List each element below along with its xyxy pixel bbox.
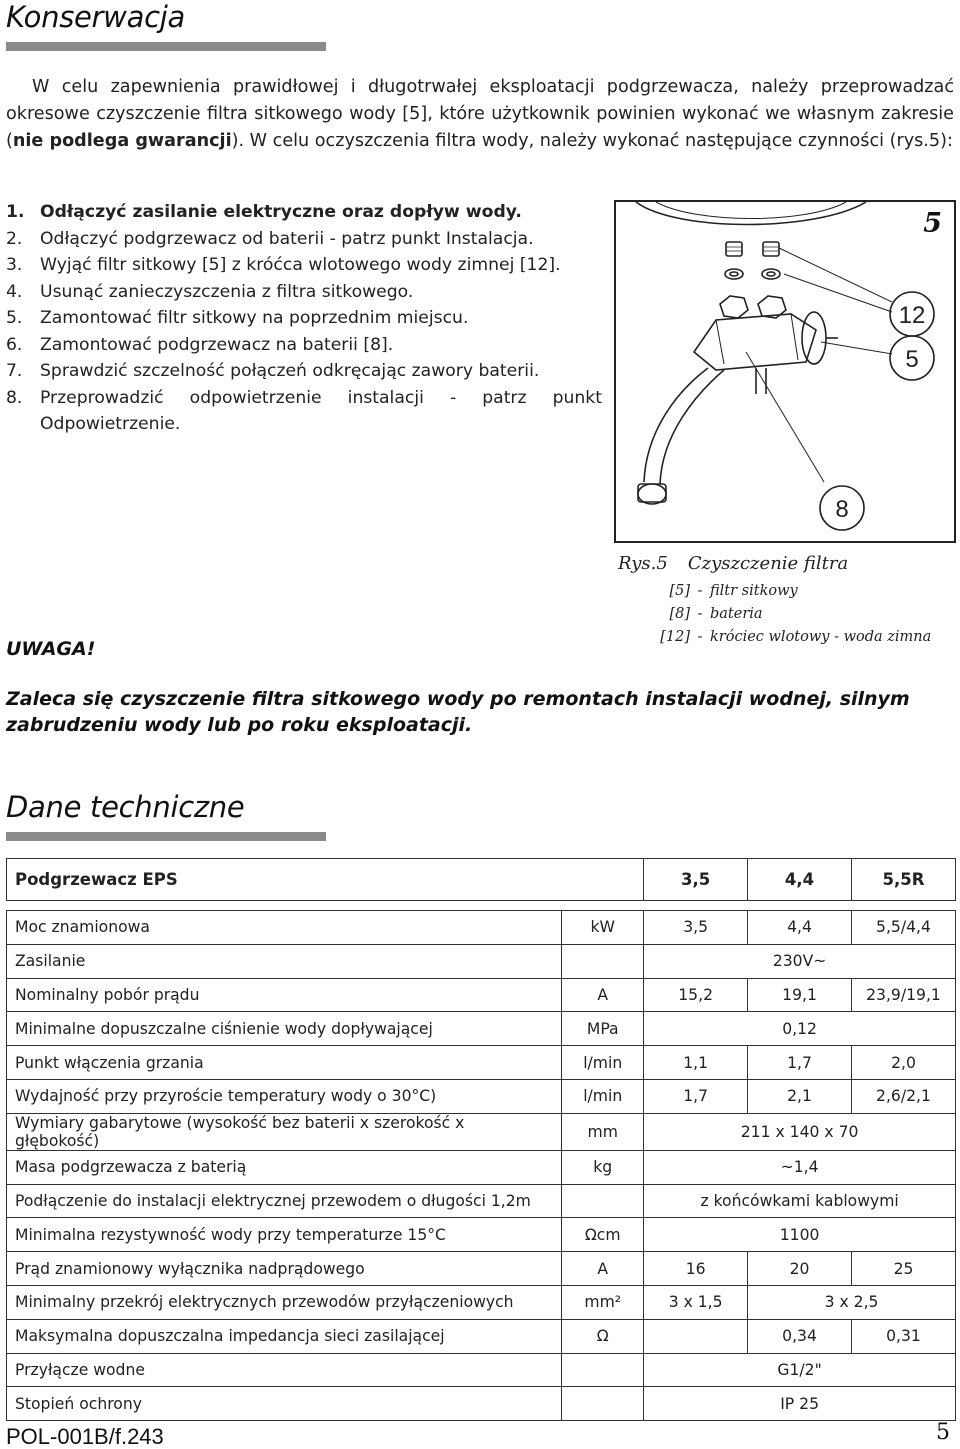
figure-caption (618, 553, 958, 649)
intro-text-1: W celu zapewnienia prawidłowej i długotrwałej eksploatacji podgrzewacza, należy przeprowadzać okresowe czyszczenie filtra sitkowego wody [5], które użytkownik powinien wykonać we własnym zakresie ( (6, 77, 954, 151)
page-number: 5 (936, 1420, 950, 1445)
step-item: 6. Zamontować podgrzewacz na baterii [8]. (6, 334, 394, 355)
table-row: Nominalny pobór prądu A 15,2 19,1 23,9/19,1 (7, 978, 956, 1012)
table-row: Wydajność przy przyroście temperatury wody o 30°C) l/min 1,7 2,1 2,6/2,1 (7, 1079, 956, 1113)
table-row: Minimalne dopuszczalne ciśnienie wody dopływającej MPa 0,12 (7, 1012, 956, 1046)
filter-illustration (616, 202, 954, 541)
callout-12: 12 (898, 302, 926, 329)
table-row: Zasilanie 230V~ (7, 944, 956, 978)
table-row: Podłączenie do instalacji elektrycznej przewodem o długości 1,2m z końcówkami kablowymi (7, 1184, 956, 1218)
heading-underline (6, 832, 326, 841)
table-row: Masa podgrzewacza z baterią kg ~1,4 (7, 1150, 956, 1184)
legend-item: [12] - króciec wlotowy - woda zimna (660, 629, 932, 645)
header-col: 4,4 (748, 859, 852, 901)
step-item: 5. Zamontować filtr sitkowy na poprzednim miejscu. (6, 308, 469, 328)
heading-underline (6, 42, 326, 51)
intro-text-2: ). W celu oczyszczenia filtra wody, należy wykonać następujące czynności (rys.5): (231, 131, 953, 151)
intro-paragraph (6, 74, 954, 155)
header-col: 5,5R (851, 859, 955, 901)
header-model: Podgrzewacz EPS (7, 859, 644, 901)
table-row: Stopień ochrony IP 25 (7, 1387, 956, 1421)
figure-legend (656, 580, 958, 649)
warning-text: Zaleca się czyszczenie filtra sitkowego wody po remontach instalacji wodnej, silnym zabrudzeniu wody lub po roku eksploatacji. (6, 688, 910, 736)
intro-bold: nie podlega gwarancji (12, 131, 232, 151)
caption-title: Czyszczenie filtra (687, 553, 849, 574)
table-row: Minimalna rezystywność wody przy temperaturze 15°C Ωcm 1100 (7, 1218, 956, 1252)
warning-label: UWAGA! (6, 638, 96, 660)
section-title-konserwacja: Konserwacja (6, 0, 185, 34)
step-item: 1. Odłączyć zasilanie elektryczne oraz dopływ wody. (6, 202, 522, 222)
step-item: 7. Sprawdzić szczelność połączeń odkręcając zawory baterii. (6, 361, 540, 381)
step-item: 8. Przeprowadzić odpowietrzenie instalacji - patrz punkt Odpowietrzenie. (6, 387, 602, 434)
callout-8: 8 (835, 496, 849, 523)
table-header-row (7, 859, 956, 901)
table-row: Punkt włączenia grzania l/min 1,1 1,7 2,0 (7, 1046, 956, 1080)
step-item: 4. Usunąć zanieczyszczenia z filtra sitkowego. (6, 281, 414, 302)
legend-item: [8] - bateria (669, 606, 763, 622)
table-row: Prąd znamionowy wyłącznika nadprądowego A 16 20 25 (7, 1252, 956, 1286)
maintenance-steps (6, 199, 602, 438)
technical-data-table (6, 858, 956, 1421)
caption-ref: Rys.5 (618, 553, 668, 574)
step-item: 2. Odłączyć podgrzewacz od baterii - patrz punkt Instalacja. (6, 228, 534, 249)
table-row: Wymiary gabarytowe (wysokość bez baterii x szerokość x głębokość) mm 211 x 140 x 70 (7, 1113, 956, 1150)
figure-filter-cleaning (614, 200, 956, 543)
table-row: Moc znamionowa kW 3,5 4,4 5,5/4,4 (7, 911, 956, 945)
section-title-dane-techniczne: Dane techniczne (6, 790, 245, 824)
step-item: 3. Wyjąć filtr sitkowy [5] z króćca wlotowego wody zimnej [12]. (6, 255, 561, 275)
table-row: Minimalny przekrój elektrycznych przewodów przyłączeniowych mm² 3 x 1,5 3 x 2,5 (7, 1285, 956, 1319)
table-row: Maksymalna dopuszczalna impedancja sieci zasilającej Ω 0,34 0,31 (7, 1319, 956, 1353)
legend-item: [5] - filtr sitkowy (669, 583, 798, 599)
callout-5: 5 (905, 346, 919, 373)
header-col: 3,5 (644, 859, 748, 901)
figure-number: 5 (923, 208, 942, 239)
table-row: Przyłącze wodne G1/2" (7, 1353, 956, 1387)
document-code: POL-001B/f.243 (6, 1424, 164, 1449)
